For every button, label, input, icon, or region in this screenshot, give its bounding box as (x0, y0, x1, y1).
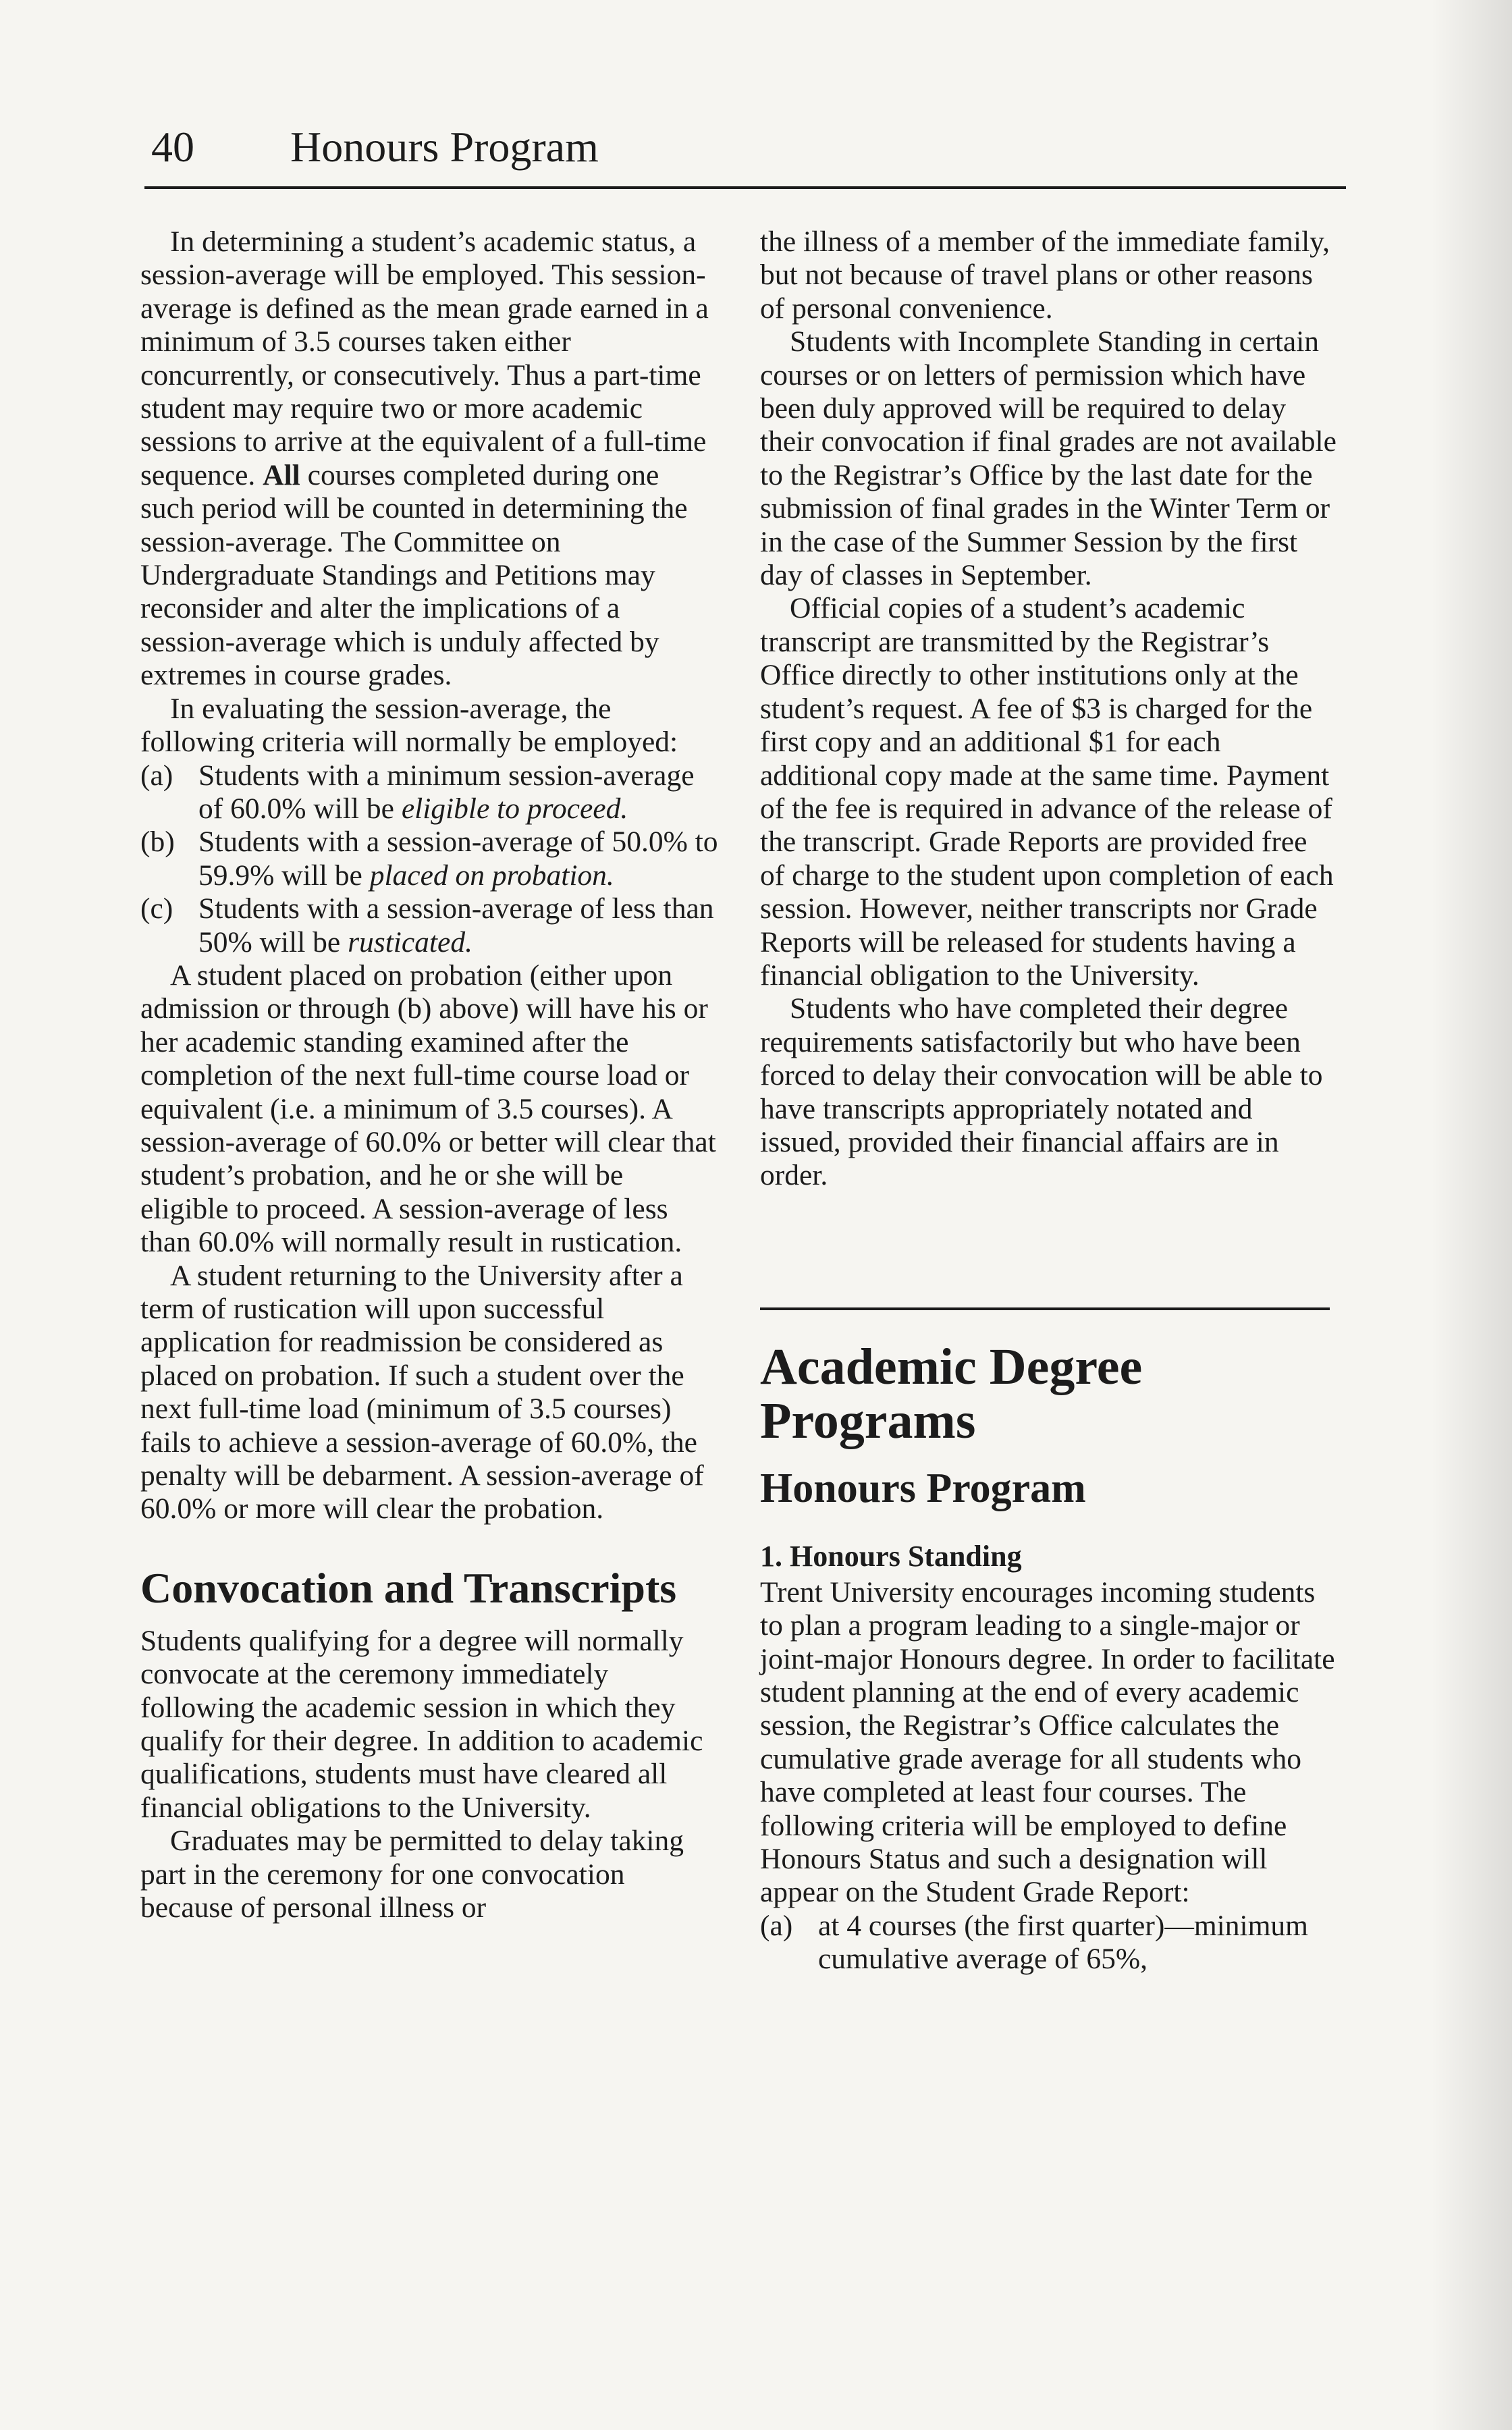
paragraph: Students with Incomplete Standing in certain courses or on letters of permission which have been duly approved will be required to delay their convocation if final grades are not available to the Registrar’s Office by the last date for the submission of final grades in the Winter Term or in the case of the Summer Session by the first day of classes in September. (760, 325, 1336, 592)
section-heading: Convocation and Transcripts (140, 1563, 677, 1612)
left-column (140, 225, 718, 1925)
criteria-list (140, 759, 718, 959)
paragraph: A student returning to the University after a term of rustication will upon successful application for readmission be considered as placed on probation. If such a student over the next full-time load (minimum of 3.5 courses) fails to achieve a session-average of 60.0%, the penalty will be debarment. A session-average of 60.0% or more will clear the probation. (140, 1259, 704, 1526)
paragraph: Students who have completed their degree requirements satisfactorily but who have been forced to delay their convocation will be able to have transcripts appropriately notated and issued, provided their financial affairs are in order. (760, 992, 1323, 1192)
page-edge-shadow (1431, 0, 1512, 2430)
paragraph: Students qualifying for a degree will normally convocate at the ceremony immediately following the academic session in which they qualify for their degree. In addition to academic qualifications, students must have cleared all financial obligations to the University. (140, 1624, 703, 1824)
paragraph: In determining a student’s academic status, a session-average will be employed. This session-average is defined as the mean grade earned in a minimum of 3.5 courses taken either concurrently, or consecutively. Thus a part-time student may require two or more academic sessions to arrive at the equivalent of a full-time sequence. All courses completed during one such period will be counted in determining the session-average. The Committee on Undergraduate Standings and Petitions may reconsider and alter the implications of a session-average which is unduly affected by extremes in course grades. (140, 225, 709, 692)
page-number: 40 (151, 123, 194, 171)
right-column (760, 225, 1338, 1976)
list-item: (a) Students with a minimum session-average of 60.0% will be eligible to proceed. (140, 759, 695, 825)
header-rule (144, 186, 1346, 189)
subheading: Honours Program (760, 1465, 1086, 1511)
main-heading: Academic Degree Programs (760, 1338, 1143, 1449)
honours-criteria-list (760, 1910, 1338, 1976)
paragraph: Graduates may be permitted to delay taking part in the ceremony for one convocation because of personal illness or (140, 1825, 684, 1924)
paragraph: the illness of a member of the immediate family, but not because of travel plans or other reasons of personal convenience. (760, 225, 1330, 325)
paragraph: In evaluating the session-average, the following criteria will normally be employed: (140, 692, 678, 759)
list-item: (b) Students with a session-average of 50.0% to 59.9% will be placed on probation. (140, 826, 718, 892)
page-header (151, 120, 1343, 174)
list-item: (a) at 4 courses (the first quarter)—minimum cumulative average of 65%, (760, 1909, 1309, 1976)
section-divider (760, 1307, 1330, 1310)
paragraph: A student placed on probation (either upon admission or through (b) above) will have his or her academic standing examined after the completion of the next full-time course load or equivalent (i.e. a minimum of 3.5 courses). A session-average of 60.0% or better will clear that student’s probation, and he or she will be eligible to proceed. A session-average of less than 60.0% will normally result in rustication. (140, 959, 716, 1259)
list-item: (c) Students with a session-average of less than 50% will be rusticated. (140, 892, 714, 959)
minor-heading: 1. Honours Standing (760, 1539, 1022, 1573)
running-title: Honours Program (290, 123, 599, 171)
paragraph: Official copies of a student’s academic transcript are transmitted by the Registrar’s Office directly to other institutions only at the student’s request. A fee of $3 is charged for the first copy and an additional $1 for each additional copy made at the same time. Payment of the fee is required in advance of the release of the transcript. Grade Reports are provided free of charge to the student upon completion of each session. However, neither transcripts nor Grade Reports will be released for students having a financial obligation to the University. (760, 592, 1334, 992)
paragraph: Trent University encourages incoming students to plan a program leading to a single-major or joint-major Honours degree. In order to facilitate student planning at the end of every academic session, the Registrar’s Office calculates the cumulative grade average for all students who have completed at least four courses. The following criteria will be employed to define Honours Status and such a designation will appear on the Student Grade Report: (760, 1575, 1335, 1909)
